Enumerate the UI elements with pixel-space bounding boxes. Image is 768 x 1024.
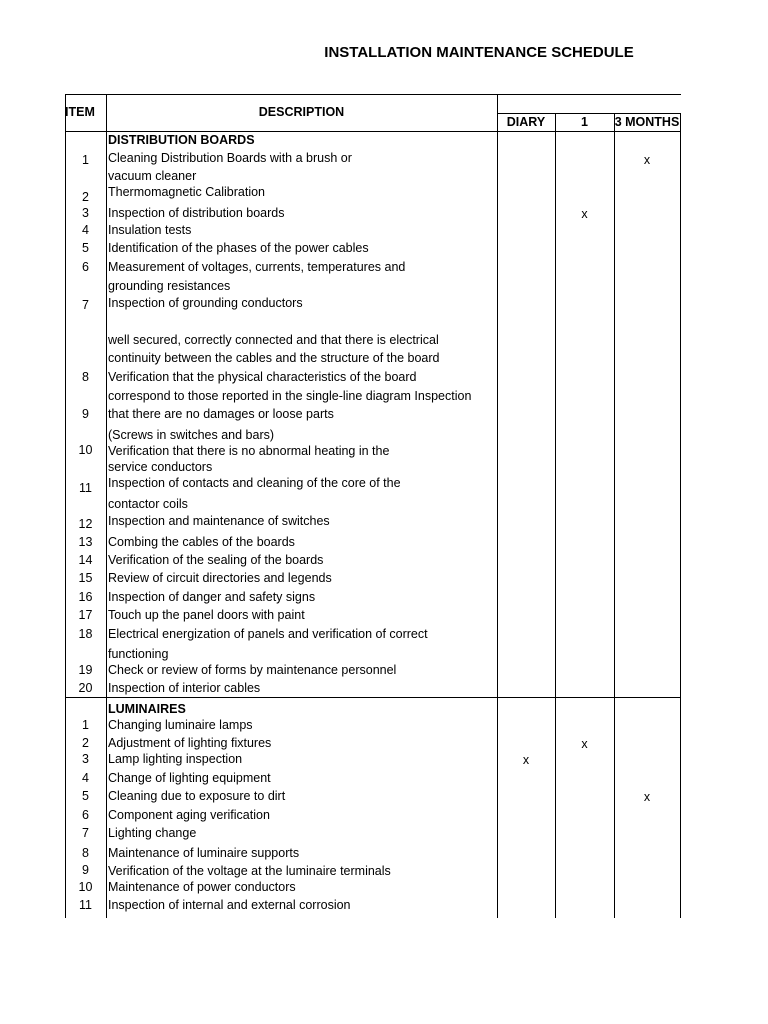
item-number: 11 bbox=[79, 481, 92, 495]
item-number: 8 bbox=[82, 370, 89, 384]
description-line: Check or review of forms by maintenance personnel bbox=[108, 663, 397, 677]
item-number: 3 bbox=[82, 206, 89, 220]
item-number: 1 bbox=[82, 718, 89, 732]
description-line: Inspection of internal and external corrosion bbox=[108, 898, 351, 912]
item-number: 5 bbox=[82, 241, 89, 255]
section-title-luminaires: LUMINAIRES bbox=[108, 702, 186, 716]
item-number: 16 bbox=[78, 590, 93, 604]
item-number: 3 bbox=[82, 752, 89, 766]
description-line: Inspection of interior cables bbox=[108, 681, 261, 695]
description-line: Adjustment of lighting fixtures bbox=[108, 736, 272, 750]
item-number: 14 bbox=[78, 553, 93, 567]
description-line: functioning bbox=[108, 647, 169, 661]
description-line: Maintenance of power conductors bbox=[108, 880, 296, 894]
description-line: Thermomagnetic Calibration bbox=[108, 185, 266, 199]
header-bottom-border bbox=[65, 131, 681, 132]
description-line: Inspection of distribution boards bbox=[108, 206, 285, 220]
description-line: Changing luminaire lamps bbox=[108, 718, 253, 732]
description-line: grounding resistances bbox=[108, 279, 231, 293]
col-right-border bbox=[680, 113, 681, 918]
description-line: Inspection of contacts and cleaning of the core of the bbox=[108, 476, 401, 490]
schedule-mark: x bbox=[581, 207, 588, 221]
col-diary-border bbox=[555, 113, 556, 918]
description-line: Maintenance of luminaire supports bbox=[108, 846, 300, 860]
item-number: 20 bbox=[78, 681, 93, 695]
description-line: Identification of the phases of the power cables bbox=[108, 241, 369, 255]
description-line: (Screws in switches and bars) bbox=[108, 428, 275, 442]
description-line: Verification of the voltage at the luminaire terminals bbox=[108, 864, 391, 878]
item-number: 13 bbox=[78, 535, 93, 549]
subheader-top-border bbox=[497, 113, 681, 114]
description-line: Insulation tests bbox=[108, 223, 192, 237]
document-title: INSTALLATION MAINTENANCE SCHEDULE bbox=[324, 44, 634, 61]
description-line: Cleaning due to exposure to dirt bbox=[108, 789, 286, 803]
item-number: 10 bbox=[78, 880, 93, 894]
item-number: 7 bbox=[82, 298, 89, 312]
item-number: 15 bbox=[78, 571, 93, 585]
item-number: 10 bbox=[78, 443, 93, 457]
col-item-border bbox=[106, 94, 107, 918]
description-line: continuity between the cables and the structure of the board bbox=[108, 351, 440, 365]
description-line: Lamp lighting inspection bbox=[108, 752, 243, 766]
item-number: 19 bbox=[78, 663, 93, 677]
description-line: Combing the cables of the boards bbox=[108, 535, 295, 549]
item-number: 4 bbox=[82, 771, 89, 785]
header-description: DESCRIPTION bbox=[258, 105, 345, 119]
table-top-border bbox=[65, 94, 681, 95]
schedule-mark: x bbox=[643, 790, 651, 804]
description-line: Change of lighting equipment bbox=[108, 771, 271, 785]
description-line: Measurement of voltages, currents, temperatures and bbox=[108, 260, 406, 274]
item-number: 7 bbox=[82, 826, 89, 840]
item-number: 12 bbox=[78, 517, 93, 531]
description-line: Lighting change bbox=[108, 826, 197, 840]
description-line: Inspection of danger and safety signs bbox=[108, 590, 316, 604]
item-number: 2 bbox=[82, 736, 89, 750]
item-number: 5 bbox=[82, 789, 89, 803]
description-line: that there are no damages or loose parts bbox=[108, 407, 334, 421]
description-line: vacuum cleaner bbox=[108, 169, 197, 183]
description-line: Touch up the panel doors with paint bbox=[108, 608, 305, 622]
item-number: 8 bbox=[82, 846, 89, 860]
description-line: Review of circuit directories and legends bbox=[108, 571, 332, 585]
section-divider bbox=[65, 697, 681, 698]
schedule-mark: x bbox=[581, 737, 588, 751]
description-line: well secured, correctly connected and that there is electrical bbox=[108, 333, 439, 347]
description-line: Verification that there is no abnormal heating in the bbox=[108, 444, 390, 458]
section-title-distribution-boards: DISTRIBUTION BOARDS bbox=[108, 133, 255, 147]
header-one: 1 bbox=[581, 115, 588, 129]
schedule-mark: x bbox=[522, 753, 530, 767]
header-diary: DIARY bbox=[506, 115, 546, 129]
description-line: Inspection and maintenance of switches bbox=[108, 514, 330, 528]
header-three-months: 3 MONTHS bbox=[614, 115, 680, 129]
item-number: 9 bbox=[82, 407, 89, 421]
item-number: 17 bbox=[78, 608, 93, 622]
header-item: ITEM bbox=[65, 105, 95, 119]
item-number: 4 bbox=[82, 223, 89, 237]
item-number: 6 bbox=[82, 808, 89, 822]
item-number: 9 bbox=[82, 863, 89, 877]
description-line: Inspection of grounding conductors bbox=[108, 296, 303, 310]
col-desc-border bbox=[497, 94, 498, 918]
description-line: Component aging verification bbox=[108, 808, 270, 822]
description-line: contactor coils bbox=[108, 497, 188, 511]
description-line: Electrical energization of panels and verification of correct bbox=[108, 627, 428, 641]
item-number: 11 bbox=[79, 898, 92, 912]
description-line: correspond to those reported in the single-line diagram Inspection bbox=[108, 389, 472, 403]
description-line: service conductors bbox=[108, 460, 213, 474]
item-number: 18 bbox=[78, 627, 93, 641]
item-number: 1 bbox=[82, 153, 89, 167]
description-line: Cleaning Distribution Boards with a brush or bbox=[108, 151, 352, 165]
schedule-mark: x bbox=[643, 153, 651, 167]
item-number: 6 bbox=[82, 260, 89, 274]
description-line: Verification of the sealing of the boards bbox=[108, 553, 324, 567]
item-number: 2 bbox=[82, 190, 89, 204]
description-line: Verification that the physical characteristics of the board bbox=[108, 370, 417, 384]
